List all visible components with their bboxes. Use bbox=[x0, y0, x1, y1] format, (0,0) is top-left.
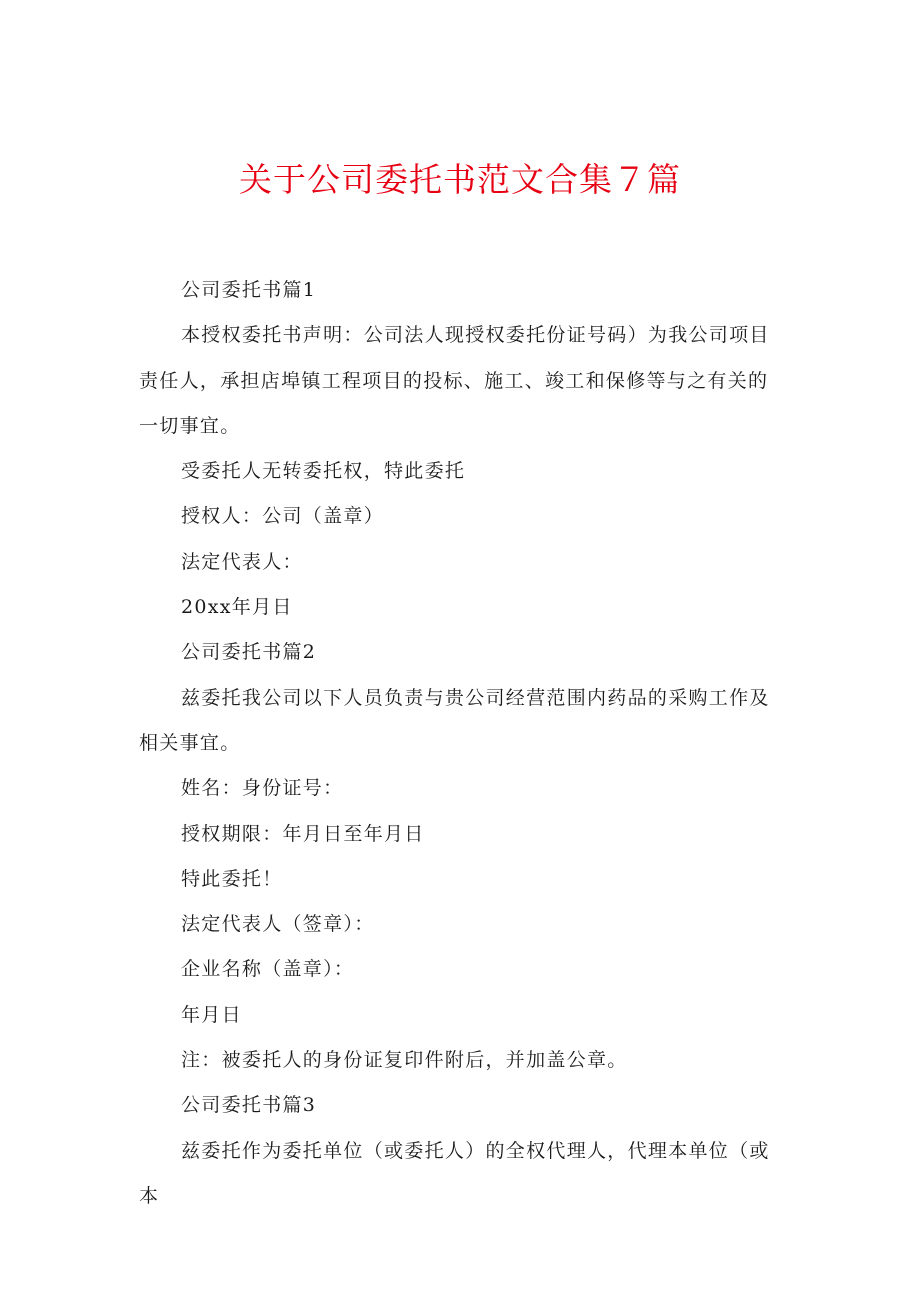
paragraph-period: 授权期限：年月日至年月日 bbox=[181, 822, 425, 845]
paragraph-date-2: 年月日 bbox=[181, 1003, 242, 1026]
document-title: 关于公司委托书范文合集７篇 bbox=[239, 160, 681, 199]
paragraph-name-id: 姓名：身份证号： bbox=[181, 777, 344, 800]
paragraph-hereby: 特此委托！ bbox=[181, 867, 283, 890]
paragraph-legal-rep-signature: 法定代表人（签章）： bbox=[181, 913, 375, 936]
paragraph-legal-rep: 法定代表人： bbox=[181, 550, 303, 573]
paragraph-date: 20xx年月日 bbox=[181, 596, 293, 619]
paragraph-grantor: 授权人：公司（盖章） bbox=[181, 505, 385, 528]
section-heading-2: 公司委托书篇2 bbox=[181, 641, 317, 664]
paragraph-company-name: 企业名称（盖章）： bbox=[181, 958, 355, 981]
section-heading-3: 公司委托书篇3 bbox=[181, 1094, 317, 1117]
paragraph-note: 注：被委托人的身份证复印件附后，并加盖公章。 bbox=[181, 1049, 628, 1072]
paragraph-full-agent: 兹委托作为委托单位（或委托人）的全权代理人，代理本单位（或本 bbox=[139, 1139, 770, 1207]
section-heading-1: 公司委托书篇1 bbox=[181, 279, 317, 301]
paragraph-declaration: 本授权委托书声明：公司法人现授权委托份证号码）为我公司项目责任人，承担店埠镇工程项目的投标、施工、竣工和保修等与之有关的一切事宜。 bbox=[139, 324, 770, 437]
paragraph-no-subdelegation: 受委托人无转委托权，特此委托 bbox=[181, 460, 466, 483]
paragraph-procurement: 兹委托我公司以下人员负责与贵公司经营范围内药品的采购工作及相关事宜。 bbox=[139, 686, 770, 754]
document-body bbox=[139, 268, 779, 1219]
